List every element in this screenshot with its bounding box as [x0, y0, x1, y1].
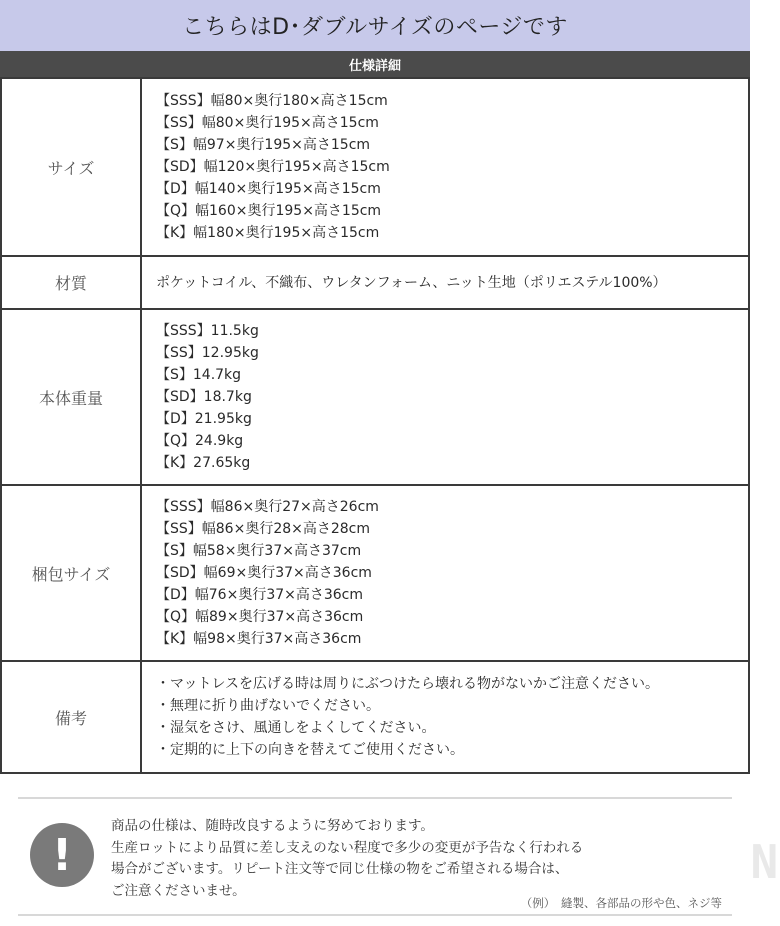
- size-line: 【K】幅180×奥行195×高さ15cm: [156, 225, 380, 241]
- package-line: 【S】幅58×奥行37×高さ37cm: [156, 543, 362, 559]
- note-line: ・マットレスを広げる時は周りにぶつけたら壊れる物がないかご注意ください。: [156, 676, 660, 692]
- exclamation-icon: !: [30, 823, 94, 887]
- spec-label-weight: 本体重量: [1, 309, 141, 485]
- weight-line: 【SSS】11.5kg: [156, 323, 259, 339]
- weight-line: 【S】14.7kg: [156, 367, 242, 383]
- spec-table: [0, 77, 750, 774]
- attention-watermark: ATTENTION: [513, 835, 780, 889]
- spec-value-material: ポケットコイル、不織布、ウレタンフォーム、ニット生地（ポリエステル100%）: [141, 256, 749, 309]
- package-line: 【D】幅76×奥行37×高さ36cm: [156, 587, 364, 603]
- weight-line: 【SS】12.95kg: [156, 345, 259, 361]
- spec-header: [0, 51, 750, 77]
- package-line: 【SS】幅86×奥行28×高さ28cm: [156, 521, 371, 537]
- notice-example: （例） 縫製、各部品の形や色、ネジ等: [520, 896, 722, 910]
- attention-notice: [18, 797, 780, 917]
- spec-row-size: [1, 78, 749, 256]
- note-line: ・定期的に上下の向きを替えてご使用ください。: [156, 742, 464, 758]
- size-line: 【S】幅97×奥行195×高さ15cm: [156, 137, 371, 153]
- notice-divider-bottom: [18, 914, 732, 916]
- note-line: ・無理に折り曲げないでください。: [156, 698, 380, 714]
- weight-line: 【SD】18.7kg: [156, 389, 252, 405]
- weight-line: 【K】27.65kg: [156, 455, 251, 471]
- banner-title: こちらはD･ダブルサイズのページです: [182, 15, 568, 40]
- notice-line: 生産ロットにより品質に差し支えのない程度で多少の変更が予告なく行われる: [111, 839, 584, 856]
- notice-line: ご注意くださいませ。: [111, 882, 246, 899]
- size-line: 【SS】幅80×奥行195×高さ15cm: [156, 115, 379, 131]
- notice-divider-top: [18, 797, 732, 799]
- notice-text: [111, 816, 583, 902]
- spec-value-notes: [141, 661, 749, 773]
- package-line: 【SD】幅69×奥行37×高さ36cm: [156, 565, 372, 581]
- package-line: 【Q】幅89×奥行37×高さ36cm: [156, 609, 364, 625]
- spec-label-package: 梱包サイズ: [1, 485, 141, 661]
- weight-line: 【D】21.95kg: [156, 411, 252, 427]
- spec-value-size: [141, 78, 749, 256]
- notice-line: 場合がございます。リピート注文等で同じ仕様の物をご希望される場合は、: [111, 861, 569, 877]
- spec-value-weight: [141, 309, 749, 485]
- weight-line: 【Q】24.9kg: [156, 433, 244, 449]
- spec-label-notes: 備考: [1, 661, 141, 773]
- spec-label-material: 材質: [1, 256, 141, 309]
- size-line: 【D】幅140×奥行195×高さ15cm: [156, 181, 381, 197]
- spec-label-size: サイズ: [1, 78, 141, 256]
- size-line: 【Q】幅160×奥行195×高さ15cm: [156, 203, 382, 219]
- package-line: 【SSS】幅86×奥行27×高さ26cm: [156, 499, 379, 515]
- spec-header-title: 仕様詳細: [348, 58, 401, 74]
- notice-line: 商品の仕様は、随時改良するように努めております。: [111, 818, 434, 834]
- spec-row-weight: [1, 309, 749, 485]
- spec-value-package: [141, 485, 749, 661]
- package-line: 【K】幅98×奥行37×高さ36cm: [156, 631, 362, 647]
- spec-row-package: [1, 485, 749, 661]
- note-line: ・湿気をさけ、風通しをよくしてください。: [156, 720, 436, 736]
- spec-row-material: [1, 256, 749, 309]
- spec-row-notes: [1, 661, 749, 773]
- size-line: 【SSS】幅80×奥行180×高さ15cm: [156, 93, 388, 109]
- page-banner: [0, 0, 750, 51]
- size-line: 【SD】幅120×奥行195×高さ15cm: [156, 159, 390, 175]
